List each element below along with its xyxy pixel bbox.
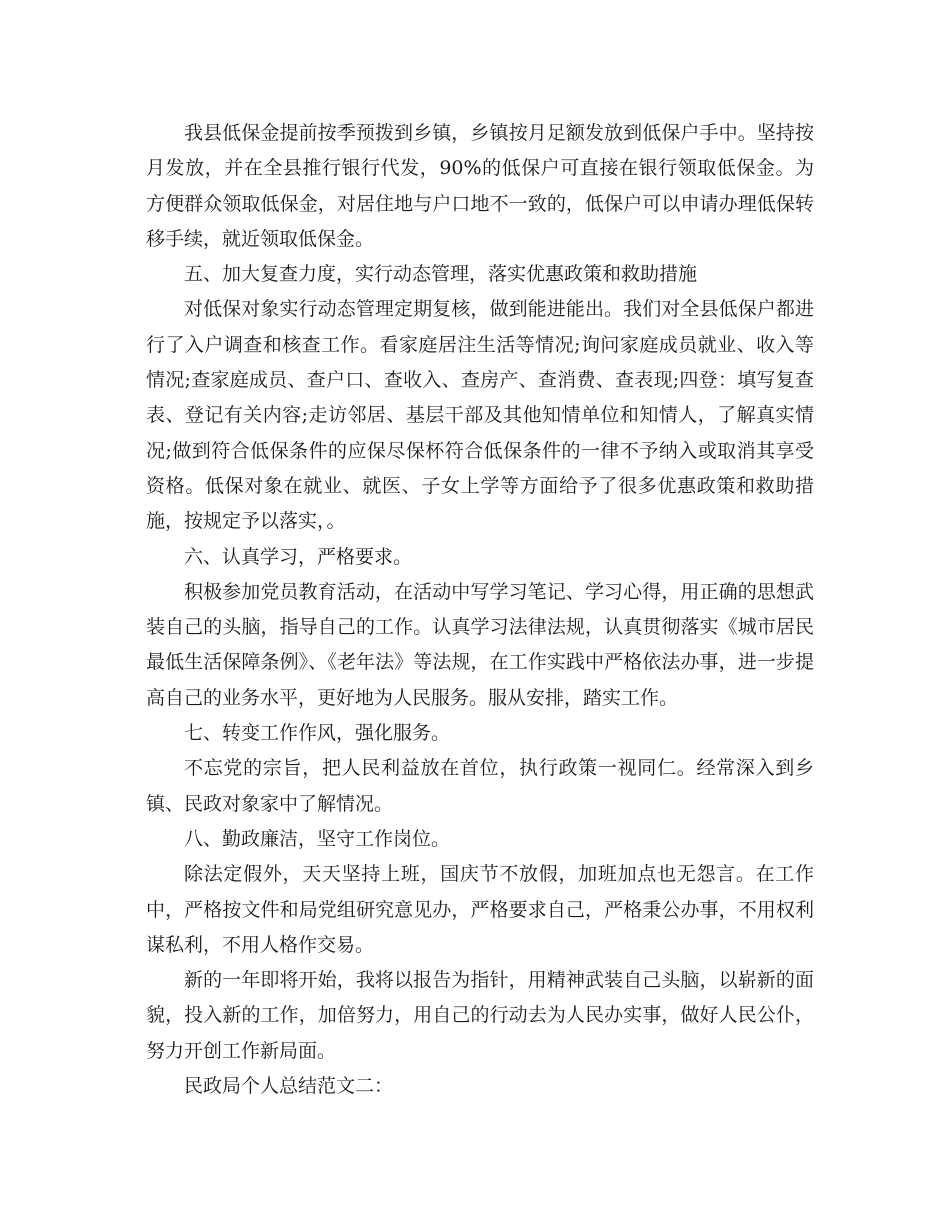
paragraph-low-income-distribution: 我县低保金提前按季预拨到乡镇，乡镇按月足额发放到低保户手中。坚持按月发放，并在全县推行银行代发，90%的低保户可直接在银行领取低保金。为方便群众领取低保金，对居住地与户口地不一致的，低保户可以申请办理低保转移手续，就近领取低保金。 bbox=[146, 122, 814, 250]
paragraph-sample-two-title: 民政局个人总结范文二： bbox=[184, 1075, 394, 1098]
paragraph-diligence: 除法定假外，天天坚持上班，国庆节不放假，加班加点也无怨言。在工作中，严格按文件和局党组研究意见办，严格要求自己，严格秉公办事，不用权利谋私利，不用人格作交易。 bbox=[146, 863, 814, 956]
section-heading-seven: 七、转变工作作风，强化服务。 bbox=[184, 722, 451, 745]
paragraph-work-style: 不忘党的宗旨，把人民利益放在首位，执行政策一视同仁。经常深入到乡镇、民政对象家中了解情况。 bbox=[146, 757, 814, 815]
paragraph-study: 积极参加党员教育活动，在活动中写学习笔记、学习心得，用正确的思想武装自己的头脑，指导自己的工作。认真学习法律法规，认真贯彻落实《城市居民最低生活保障条例》、《老年法》等法规，在工作实践中严格依法办事，进一步提高自己的业务水平，更好地为人民服务。服从安排，踏实工作。 bbox=[146, 580, 814, 709]
section-heading-eight: 八、勤政廉洁，坚守工作岗位。 bbox=[184, 827, 451, 850]
section-heading-five: 五、加大复查力度，实行动态管理，落实优惠政策和救助措施 bbox=[184, 263, 698, 286]
paragraph-dynamic-management: 对低保对象实行动态管理定期复核，做到能进能出。我们对全县低保户都进行了入户调查和核查工作。看家庭居注生活等情况;询问家庭成员就业、收入等情况;查家庭成员、查户口、查收入、查房产、查消费、查表现;四登：填写复查表、登记有关内容;走访邻居、基层干部及其他知情单位和知情人，了解真实情况;做到符合低保条件的应保尽保杯符合低保条件的一律不予纳入或取消其享受资格。低保对象在就业、就医、子女上学等方面给予了很多优惠政策和救助措施，按规定予以落实，。 bbox=[146, 298, 814, 533]
section-heading-six: 六、认真学习，严格要求。 bbox=[184, 545, 413, 568]
paragraph-new-year: 新的一年即将开始，我将以报告为指针，用精神武装自己头脑，以崭新的面貌，投入新的工作，加倍努力，用自己的行动去为人民办实事，做好人民公仆，努力开创工作新局面。 bbox=[146, 969, 814, 1062]
document-body bbox=[146, 116, 814, 1104]
